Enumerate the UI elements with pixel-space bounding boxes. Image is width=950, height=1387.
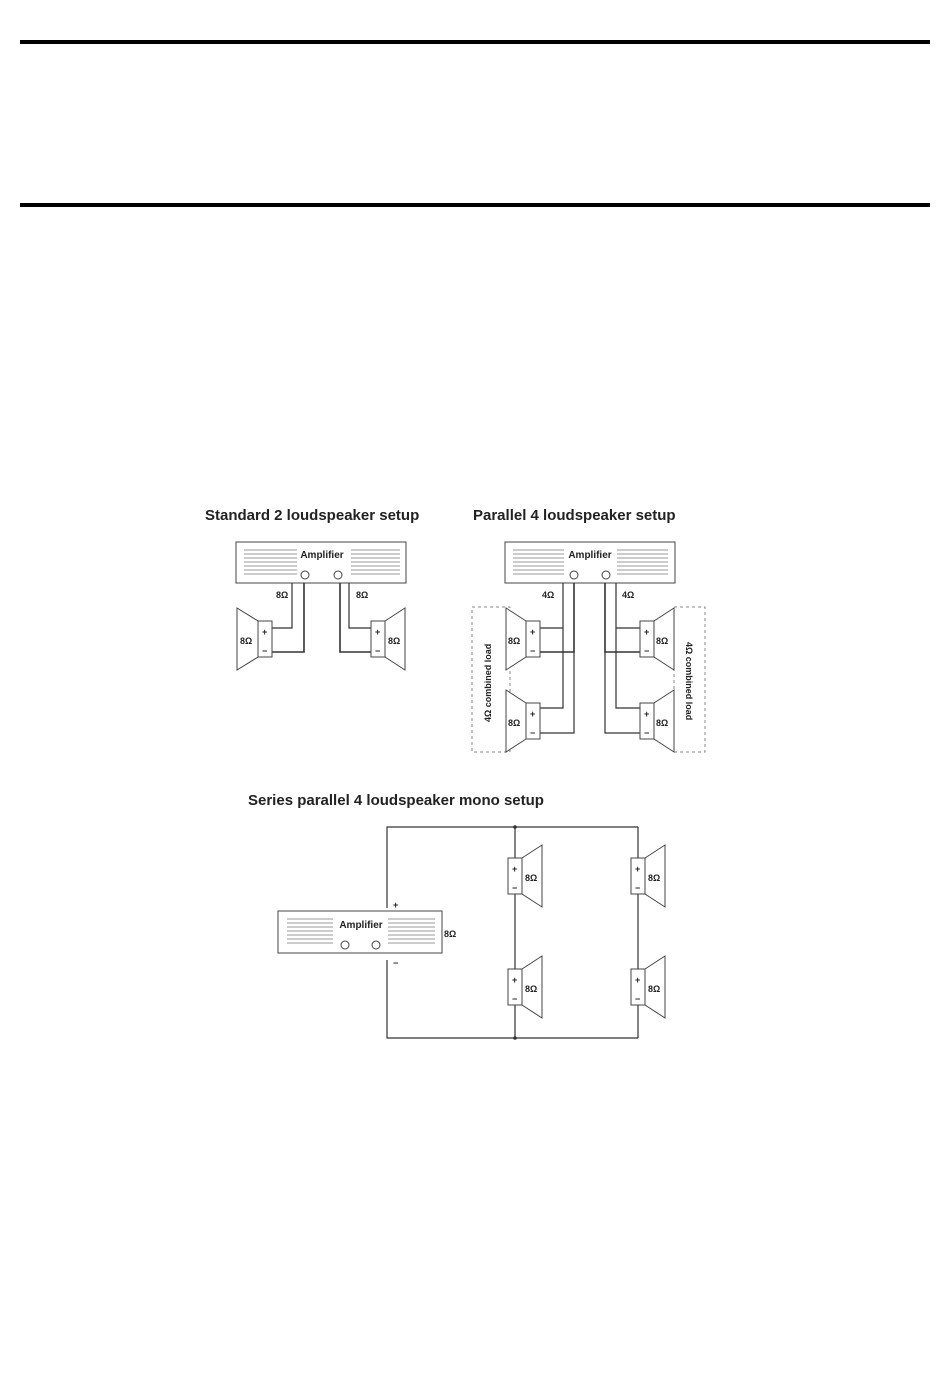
polarity-plus: + (644, 627, 650, 637)
polarity-minus: − (530, 728, 536, 738)
polarity-plus: + (530, 709, 536, 719)
polarity-minus: − (512, 994, 518, 1004)
standard-amplifier (236, 542, 406, 583)
speaker-impedance: 8Ω (240, 636, 253, 646)
channel-impedance-right: 4Ω (622, 590, 635, 600)
channel-impedance-left: 4Ω (542, 590, 555, 600)
polarity-plus: + (644, 709, 650, 719)
polarity-minus: − (530, 646, 536, 656)
polarity-minus: − (262, 646, 268, 656)
channel-impedance-right: 8Ω (356, 590, 369, 600)
parallel-speaker-left-top (506, 608, 540, 670)
standard-speaker-right (371, 608, 405, 670)
series-speaker-2 (508, 956, 542, 1018)
speaker-impedance: 8Ω (525, 984, 538, 994)
parallel-amplifier (505, 542, 675, 583)
amplifier-label: Amplifier (339, 920, 383, 931)
amp-output-minus: − (393, 958, 399, 968)
amplifier-label: Amplifier (568, 550, 612, 561)
junction-dot (513, 1036, 517, 1040)
polarity-minus: − (644, 646, 650, 656)
output-impedance: 8Ω (444, 929, 457, 939)
combined-load-label-left: 4Ω combined load (483, 643, 493, 722)
amp-output-plus: + (393, 900, 399, 910)
parallel-setup (472, 507, 705, 752)
polarity-plus: + (375, 627, 381, 637)
standard-setup (205, 507, 419, 670)
amplifier-label: Amplifier (300, 550, 344, 561)
combined-load-label-right: 4Ω combined load (684, 642, 694, 721)
polarity-plus: + (512, 975, 518, 985)
speaker-impedance: 8Ω (656, 636, 669, 646)
channel-impedance-left: 8Ω (276, 590, 289, 600)
speaker-impedance: 8Ω (656, 718, 669, 728)
parallel-wiring-right (605, 583, 640, 733)
speaker-impedance: 8Ω (508, 718, 521, 728)
series-parallel-title: Series parallel 4 loudspeaker mono setup (248, 792, 544, 809)
standard-title: Standard 2 loudspeaker setup (205, 507, 420, 524)
polarity-plus: + (530, 627, 536, 637)
series-parallel-setup (248, 792, 665, 1040)
polarity-plus: + (512, 864, 518, 874)
speaker-impedance: 8Ω (388, 636, 401, 646)
amplifier-body (278, 911, 442, 953)
parallel-speaker-right-top (640, 608, 674, 670)
polarity-minus: − (635, 994, 641, 1004)
speaker-impedance: 8Ω (508, 636, 521, 646)
speaker-impedance: 8Ω (525, 873, 538, 883)
series-parallel-amplifier (278, 911, 442, 953)
speaker-impedance: 8Ω (648, 984, 661, 994)
parallel-title: Parallel 4 loudspeaker setup (473, 507, 676, 524)
polarity-minus: − (512, 883, 518, 893)
polarity-minus: − (635, 883, 641, 893)
polarity-minus: − (644, 728, 650, 738)
series-speaker-3 (631, 845, 665, 907)
polarity-minus: − (375, 646, 381, 656)
parallel-speaker-right-bottom (640, 690, 674, 752)
junction-dot (513, 825, 517, 829)
standard-speaker-left (237, 608, 272, 670)
series-speaker-1 (508, 845, 542, 907)
series-speaker-4 (631, 956, 665, 1018)
amplifier-body (236, 542, 406, 583)
polarity-plus: + (635, 975, 641, 985)
speaker-impedance: 8Ω (648, 873, 661, 883)
polarity-plus: + (262, 627, 268, 637)
parallel-wiring-left (540, 583, 574, 733)
amplifier-body (505, 542, 675, 583)
polarity-plus: + (635, 864, 641, 874)
parallel-speaker-left-bottom (506, 690, 540, 752)
